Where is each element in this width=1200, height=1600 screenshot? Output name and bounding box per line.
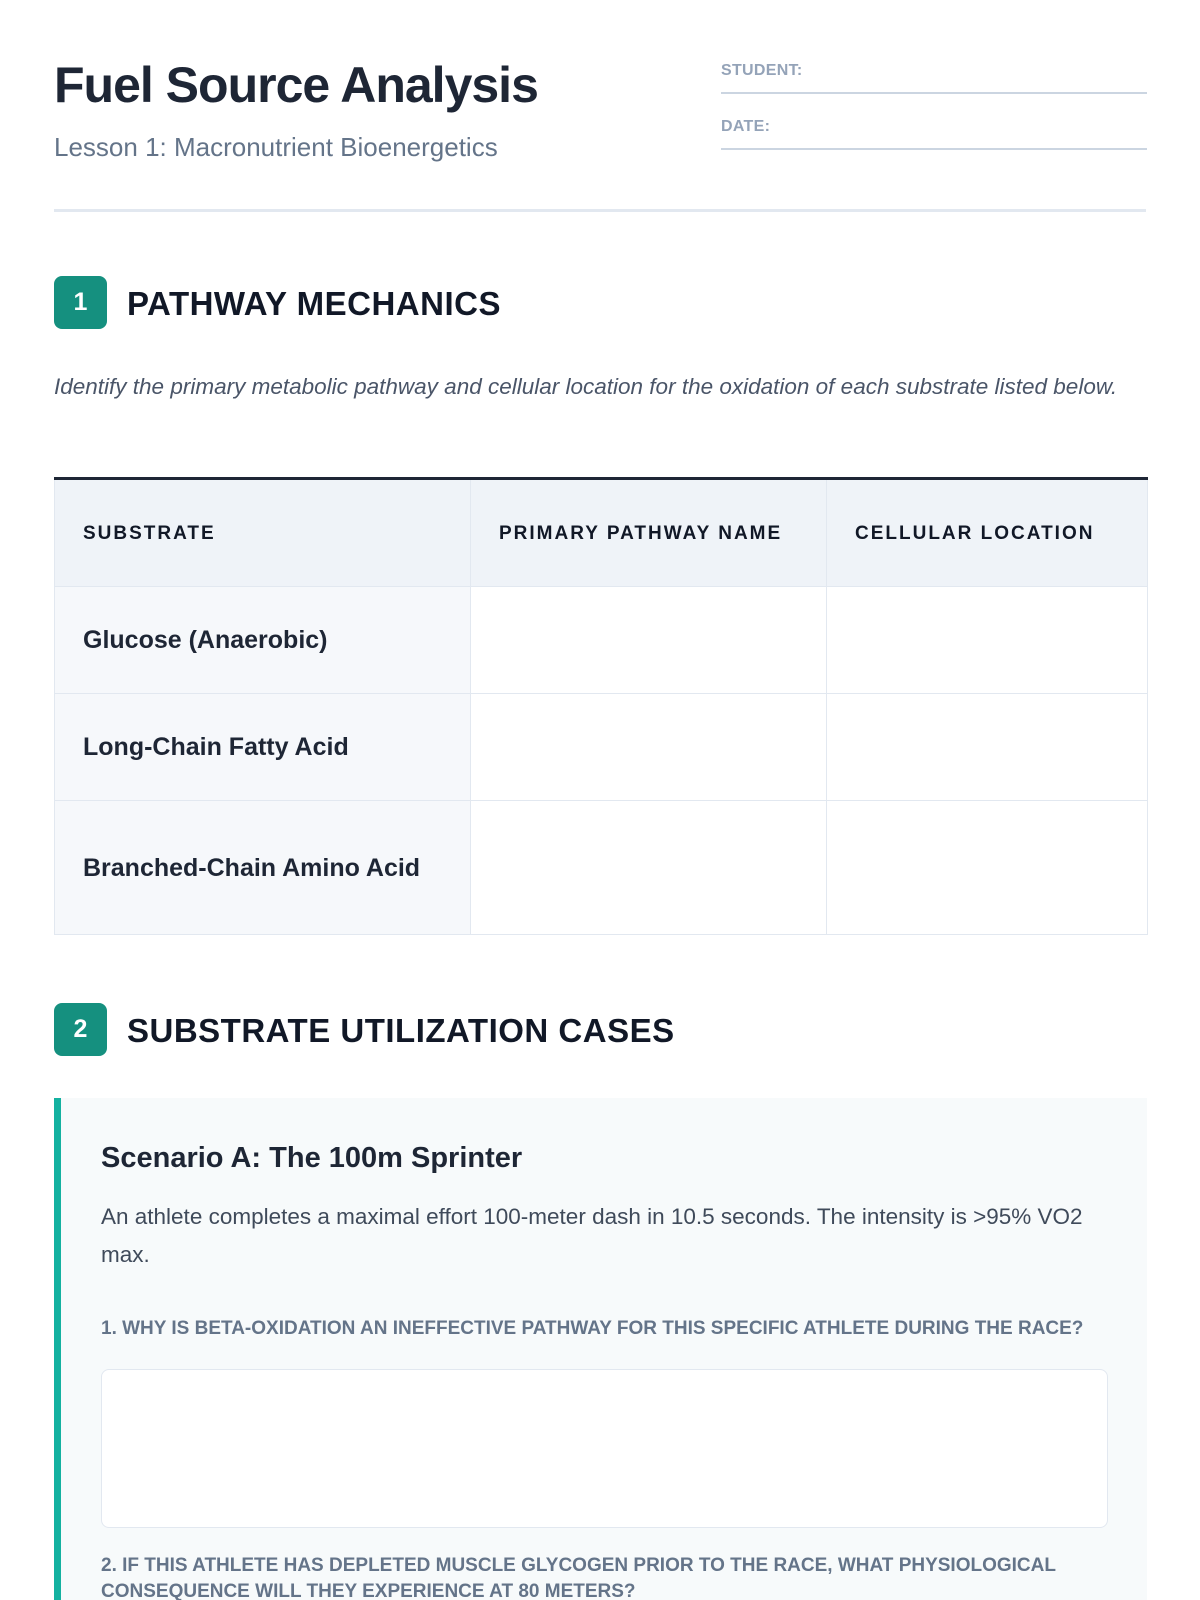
table-row	[55, 801, 1148, 935]
table-row	[55, 694, 1148, 801]
question-2: 2. IF THIS ATHLETE HAS DEPLETED MUSCLE GLYCOGEN PRIOR TO THE RACE, WHAT PHYSIOLOGICAL CONSEQUENCE WILL THEY EXPERIENCE AT 80 METERS?	[101, 1555, 1056, 1600]
date-field[interactable]	[721, 114, 1147, 150]
location-answer-cell[interactable]	[827, 694, 1148, 801]
scenario-a-card	[54, 1098, 1147, 1600]
pathway-table	[54, 477, 1148, 935]
page-subtitle: Lesson 1: Macronutrient Bioenergetics	[54, 132, 498, 162]
answer-box-1[interactable]	[101, 1369, 1108, 1528]
column-header-substrate: SUBSTRATE	[55, 479, 471, 587]
table-row	[55, 587, 1148, 694]
substrate-cell: Branched-Chain Amino Acid	[55, 801, 471, 935]
location-answer-cell[interactable]	[827, 801, 1148, 935]
section-1-heading	[54, 276, 1146, 330]
substrate-cell: Glucose (Anaerobic)	[55, 587, 471, 694]
location-answer-cell[interactable]	[827, 587, 1148, 694]
scenario-a-description: An athlete completes a maximal effort 100-meter dash in 10.5 seconds. The intensity is >95% VO2 max.	[101, 1204, 1083, 1267]
table-header-row	[55, 479, 1148, 587]
section-2-heading	[54, 1003, 1146, 1057]
page-title: Fuel Source Analysis	[54, 57, 538, 113]
substrate-cell: Long-Chain Fatty Acid	[55, 694, 471, 801]
question-1: 1. WHY IS BETA-OXIDATION AN INEFFECTIVE PATHWAY FOR THIS SPECIFIC ATHLETE DURING THE RACE?	[101, 1318, 1084, 1339]
date-label: DATE:	[721, 118, 771, 135]
section-1-title: PATHWAY MECHANICS	[127, 285, 501, 322]
column-header-location: CELLULAR LOCATION	[827, 479, 1148, 587]
column-header-pathway: PRIMARY PATHWAY NAME	[471, 479, 827, 587]
section-2-title: SUBSTRATE UTILIZATION CASES	[127, 1012, 675, 1049]
student-label: STUDENT:	[721, 62, 803, 79]
pathway-answer-cell[interactable]	[471, 694, 827, 801]
pathway-answer-cell[interactable]	[471, 587, 827, 694]
pathway-answer-cell[interactable]	[471, 801, 827, 935]
student-field[interactable]	[721, 58, 1147, 94]
section-1-instruction: Identify the primary metabolic pathway and cellular location for the oxidation of each substrate listed below.	[54, 374, 1118, 399]
scenario-a-title: Scenario A: The 100m Sprinter	[101, 1142, 523, 1174]
section-2-badge: 2	[54, 1003, 107, 1056]
worksheet-header	[54, 0, 1146, 212]
section-1-badge: 1	[54, 276, 107, 329]
